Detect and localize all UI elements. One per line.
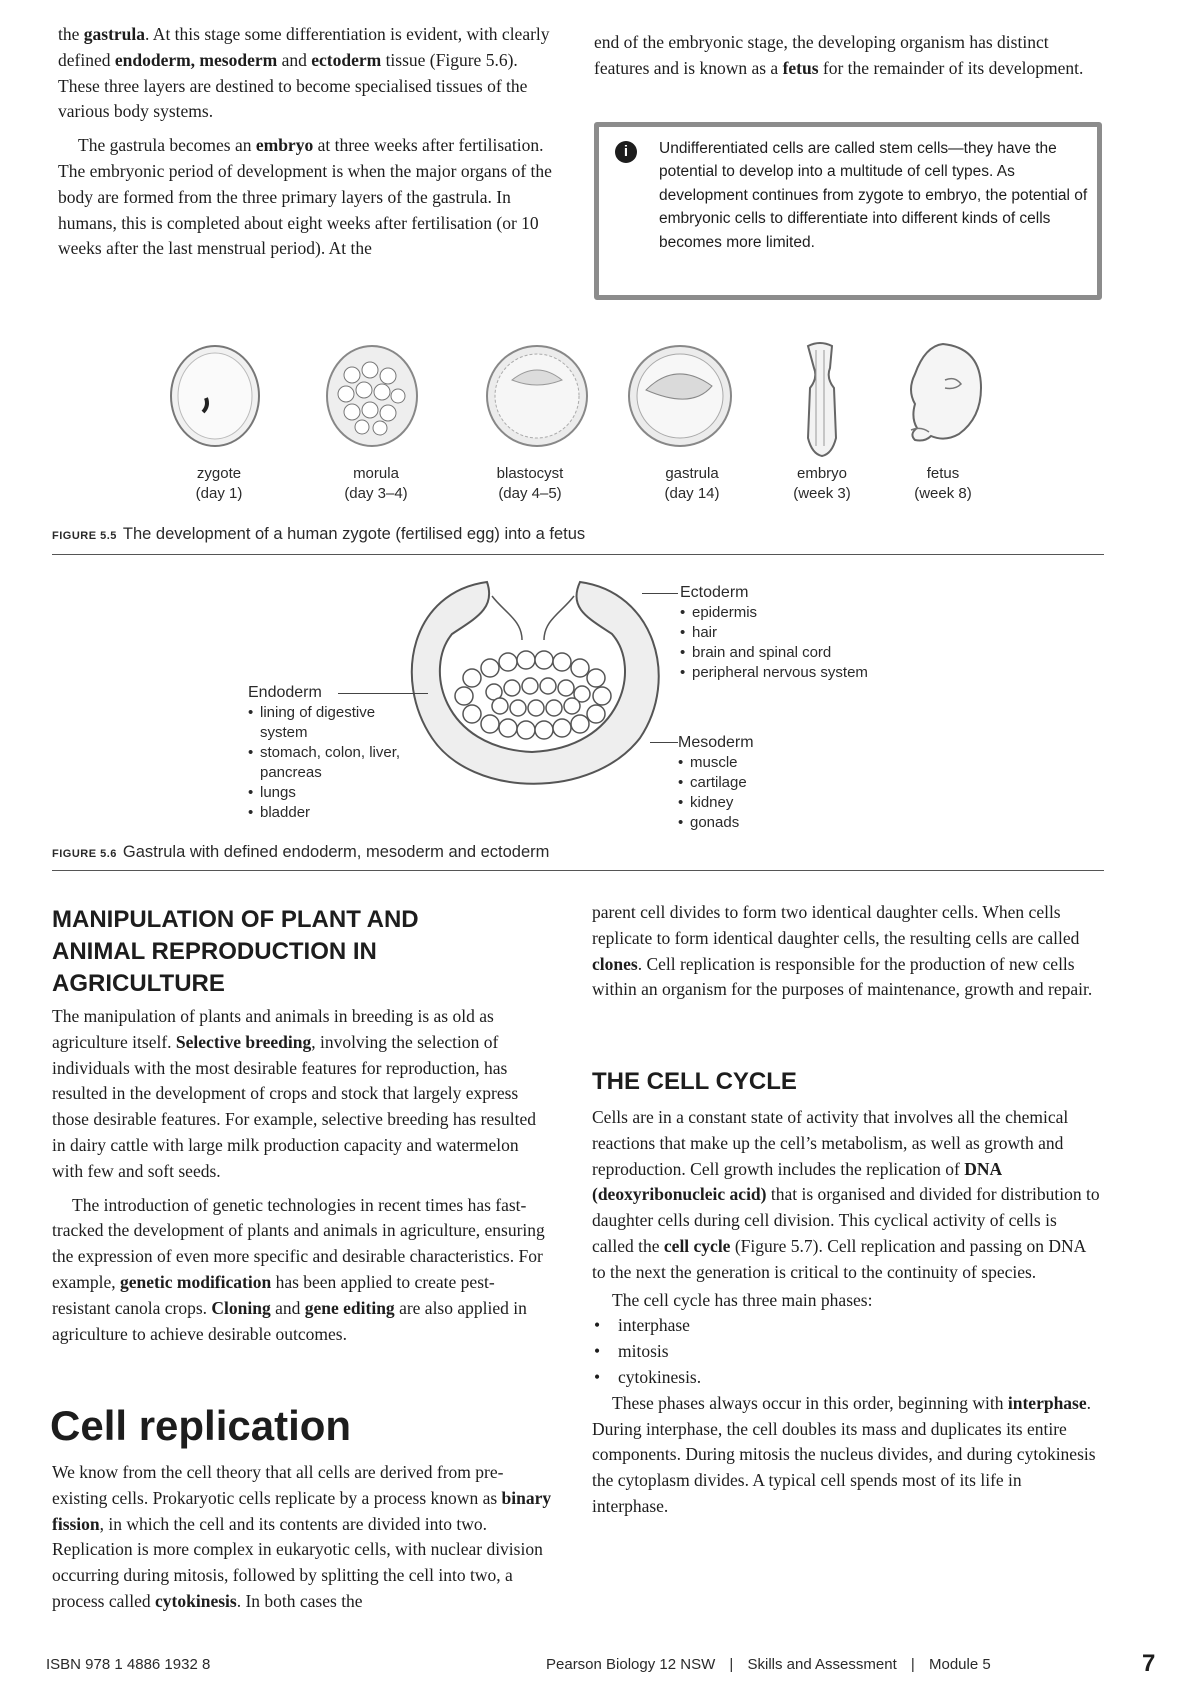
endoderm-label xyxy=(248,683,408,823)
cell-cycle-heading: THE CELL CYCLE xyxy=(592,1068,797,1095)
ectoderm-label xyxy=(680,583,960,683)
fetus-label: fetus (week 8) xyxy=(914,465,972,502)
gastrula-cross-section xyxy=(392,578,674,803)
top-right-text xyxy=(594,30,1094,82)
ectoderm-item: • epidermis xyxy=(680,603,960,623)
figure-5-5-caption: FIGURE 5.5 The development of a human zygote (fertilised egg) into a fetus xyxy=(52,525,586,543)
morula-illustration xyxy=(322,340,422,452)
mesoderm-leader xyxy=(650,742,678,743)
figure-number: FIGURE 5.6 xyxy=(52,848,117,860)
fetus-paragraph: end of the embryonic stage, the developing organism has distinct features and is known as a fetus for the remainder of its development. xyxy=(594,32,1084,78)
endoderm-list xyxy=(248,703,408,823)
daughter-cells-text xyxy=(592,900,1096,1003)
phases-intro: The cell cycle has three main phases: xyxy=(612,1289,873,1310)
selective-breeding-paragraph: The manipulation of plants and animals in breeding is as old as agriculture itself. Selective breeding, involving the selection of individuals with the most desirable features for reproduction, has resulted in the development of crops and stock that largely express those desirable features. For example, selective breeding has resulted in dairy cattle with large milk production capacity and watermelon with few and soft seeds. xyxy=(52,1006,536,1181)
ectoderm-list xyxy=(680,603,960,683)
figure-5-5-rule xyxy=(52,554,1104,555)
top-left-text xyxy=(58,22,552,262)
mesoderm-item: • gonads xyxy=(678,813,818,833)
gastrula-paragraph: the gastrula. At this stage some differentiation is evident, with clearly defined endoderm, mesoderm and ectoderm tissue (Figure 5.6). These three layers are destined to become specialised tissues of the various body systems. xyxy=(58,24,550,122)
phases-list xyxy=(592,1313,1100,1390)
endoderm-title: Endoderm xyxy=(248,684,322,701)
ectoderm-leader xyxy=(642,593,678,594)
embryo-paragraph: The gastrula becomes an embryo at three weeks after fertilisation. The embryonic period of development is when the major organs of the body are formed from the three primary layers of the gastrula. In humans, this is completed about eight weeks after fertilisation (or 10 weeks after the last menstrual period). At the xyxy=(58,135,552,259)
mesoderm-title: Mesoderm xyxy=(678,734,754,751)
blastocyst-illustration xyxy=(482,340,592,452)
footer-section: Skills and Assessment xyxy=(747,1656,897,1673)
mesoderm-label xyxy=(678,733,818,833)
zygote-label: zygote (day 1) xyxy=(195,465,243,502)
footer-module: Module 5 xyxy=(928,1656,991,1673)
ectoderm-item: • brain and spinal cord xyxy=(680,643,960,663)
footer-separator: | xyxy=(910,1656,915,1673)
figure-5-6-rule xyxy=(52,870,1104,871)
morula-label: morula (day 3–4) xyxy=(344,465,408,502)
page-number: 7 xyxy=(1142,1650,1156,1677)
footer-separator: | xyxy=(729,1656,734,1673)
manipulation-heading: MANIPULATION OF PLANT AND ANIMAL REPRODUCTION IN AGRICULTURE xyxy=(52,906,419,997)
isbn: ISBN 978 1 4886 1932 8 xyxy=(46,1656,211,1673)
cell-cycle-paragraph: Cells are in a constant state of activity that involves all the chemical reactions that make up the cell’s metabolism, as well as growth and reproduction. Cell growth includes the replication of DNA (deoxyribonucleic acid) that is organised and divided for distribution to daughter cells during cell division. This cyclical activity of cells is called the cell cycle (Figure 5.7). Cell replication and passing on DNA to the next the generation is critical to the continuity of species. xyxy=(592,1107,1100,1282)
ectoderm-title: Ectoderm xyxy=(680,584,749,601)
phases-order-paragraph: These phases always occur in this order, beginning with interphase. During interphase, the cell doubles its mass and duplicates its entire components. During mitosis the nucleus divides, and during cytokinesis the cytoplasm divides. A typical cell spends most of its life in interphase. xyxy=(592,1392,1096,1516)
cell-cycle-text xyxy=(592,1105,1100,1520)
cell-theory-paragraph: We know from the cell theory that all cells are derived from pre-existing cells. Prokaryotic cells replicate by a process known as binary fission, in which the cell and its contents are divided into two. Replication is more complex in eukaryotic cells, with nuclear division occurring during mitosis, followed by splitting the cell into two, a process called cytokinesis. In both cases the xyxy=(52,1462,552,1611)
endoderm-item: • lungs xyxy=(248,783,408,803)
mesoderm-item: • muscle xyxy=(678,753,818,773)
mesoderm-item: • kidney xyxy=(678,793,818,813)
ectoderm-item: • hair xyxy=(680,623,960,643)
phase-item: • cytokinesis. xyxy=(592,1365,1100,1391)
clones-paragraph: parent cell divides to form two identical daughter cells. When cells replicate to form identical daughter cells, the resulting cells are called clones. Cell replication is responsible for the production of new cells within an organism for the purposes of maintenance, growth and repair. xyxy=(592,902,1093,1000)
book-title: Pearson Biology 12 NSW xyxy=(546,1656,716,1673)
embryo-label: embryo (week 3) xyxy=(793,465,851,502)
gastrula-illustration xyxy=(624,340,736,452)
endoderm-item: • stomach, colon, liver, pancreas xyxy=(248,743,408,783)
info-box-text: Undifferentiated cells are called stem cells—they have the potential to develop into a multitude of cell types. As development continues from zygote to embryo, the potential of embryonic cells to differentiate into different kinds of cells becomes more limited. xyxy=(659,140,1088,251)
running-footer xyxy=(546,1656,991,1673)
phase-item: • interphase xyxy=(592,1313,1100,1339)
endoderm-item: • bladder xyxy=(248,803,408,823)
info-icon: i xyxy=(615,141,637,163)
blastocyst-label: blastocyst (day 4–5) xyxy=(496,465,564,502)
endoderm-item: • lining of digestive system xyxy=(248,703,408,743)
gastrula-label: gastrula (day 14) xyxy=(664,465,720,502)
cell-replication-text xyxy=(52,1460,552,1615)
stem-cell-info-box xyxy=(594,122,1102,300)
zygote-illustration xyxy=(165,340,265,452)
figure-5-6-caption: FIGURE 5.6 Gastrula with defined endoderm, mesoderm and ectoderm xyxy=(52,843,550,861)
embryo-illustration xyxy=(790,340,850,460)
cell-replication-heading: Cell replication xyxy=(50,1402,352,1449)
fetus-illustration xyxy=(893,340,993,460)
ectoderm-item: • peripheral nervous system xyxy=(680,663,960,683)
mesoderm-item: • cartilage xyxy=(678,773,818,793)
phase-item: • mitosis xyxy=(592,1339,1100,1365)
genetic-technologies-paragraph: The introduction of genetic technologies in recent times has fast-tracked the development of plants and animals in agriculture, ensuring the expression of even more specific and desirable characteristics. For example, genetic modification has been applied to create pest-resistant canola crops. Cloning and gene editing are also applied in agriculture to achieve desirable outcomes. xyxy=(52,1194,545,1344)
manipulation-text xyxy=(52,1004,552,1347)
mesoderm-list xyxy=(678,753,818,833)
figure-number: FIGURE 5.5 xyxy=(52,530,117,542)
